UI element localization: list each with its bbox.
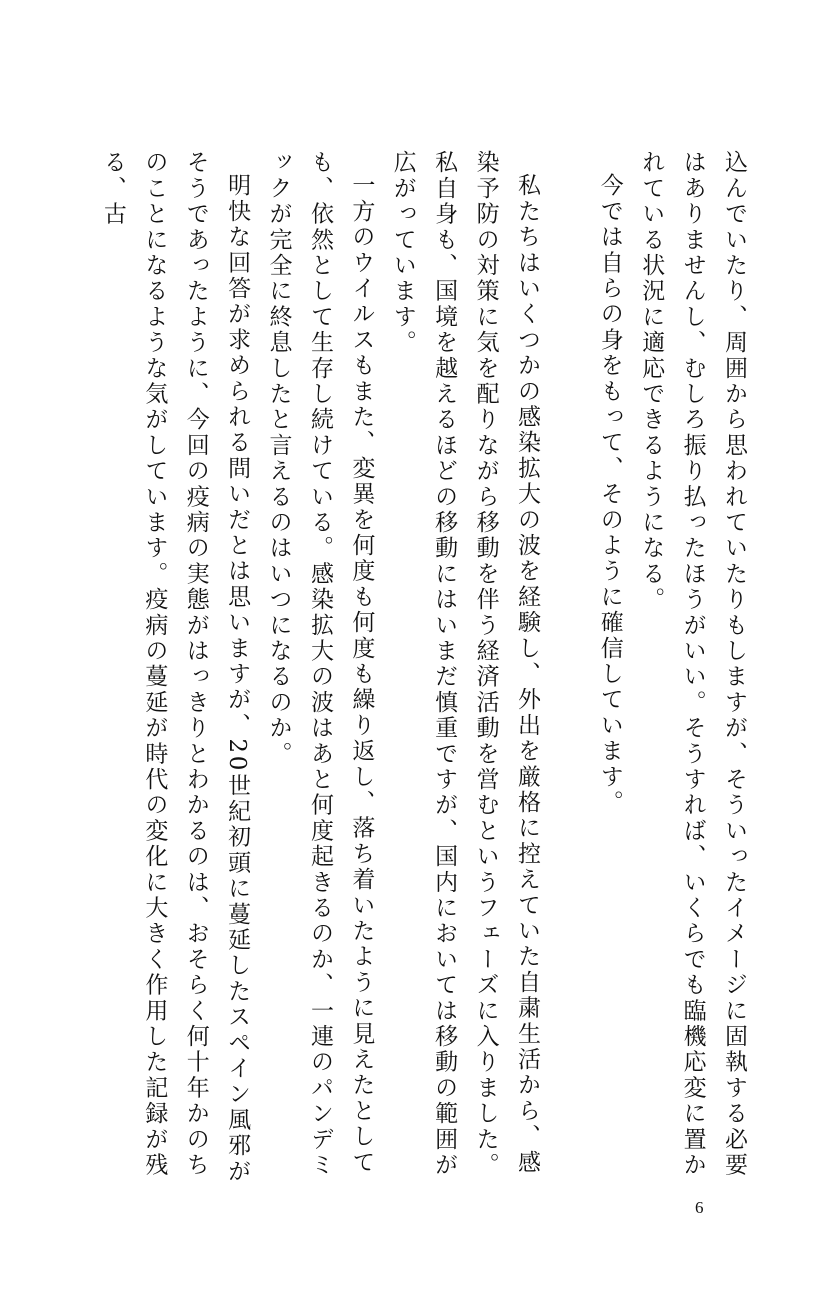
paragraph-3: 私たちはいくつかの感染拡大の波を経験し、外出を厳格に控えていた自粛生活から、感染予防の対策に気を配りながら移動を伴う経済活動を営むというフェーズに入りました。私自身も、国境を越えるほどの移動にはいまだ慎重ですが、国内においては移動の範囲が広がっています。 bbox=[389, 150, 540, 1178]
page-number: 6 bbox=[695, 1198, 704, 1217]
blank-line bbox=[547, 150, 588, 1190]
paragraph-1: 込んでいたり、周囲から思われていたりもしますが、そういったイメージに固執する必要はありませんし、むしろ振り払ったほうがいい。そうすれば、いくらでも臨機応変に置かれている状況に適応できるようになる。 bbox=[638, 150, 747, 1178]
paragraph-4: 一方のウイルスもまた、変異を何度も何度も繰り返し、落ち着いたように見えたとしても、依然として生存し続けている。感染拡大の波はあと何度起きるのか、一連のパンデミックが完全に終息したと言えるのはいつになるのか。 bbox=[265, 150, 375, 1178]
paragraph-5: 明快な回答が求められる問いだとは思いますが、20世紀初頭に蔓延したスペイン風邪がそうであったように、今回の疫病の実態がはっきりとわかるのは、おそらく何十年かのちのことになるような気がしています。疫病の蔓延が時代の変化に大きく作用した記録が残る、古 bbox=[99, 150, 251, 1185]
vertical-text-body bbox=[94, 150, 754, 1190]
paragraph-2: 今では自らの身をもって、そのように確信しています。 bbox=[596, 173, 623, 816]
